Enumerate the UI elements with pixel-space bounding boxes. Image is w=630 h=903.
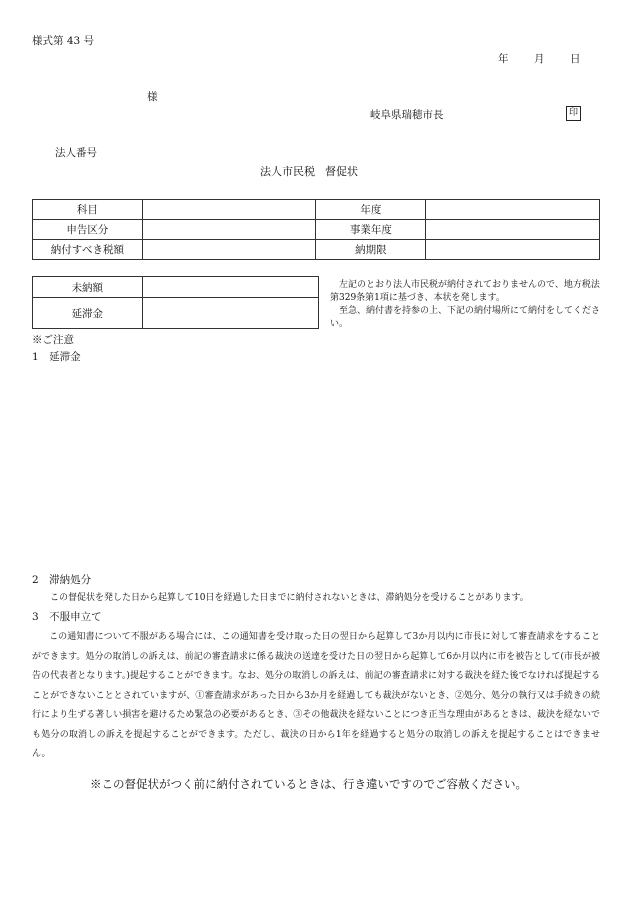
table-cell: 科目 — [33, 200, 143, 220]
date-year-label: 年 — [498, 53, 509, 65]
section-delinquency-body: この督促状を発した日から起算して10日を経過した日までに納付されないときは、滞納処分を受けることがあります。 — [50, 593, 529, 603]
table-cell: 納期限 — [316, 240, 426, 260]
table-row — [33, 200, 600, 220]
amount-table — [32, 276, 319, 329]
table-row — [33, 220, 600, 240]
footer-note: ※この督促状がつく前に納付されているときは、行き違いですのでご容赦ください。 — [90, 777, 527, 791]
notice-paragraph: 至急、納付書を持参の上、下記の納付場所にて納付をしてください。 — [330, 306, 601, 329]
date-day-label: 日 — [570, 53, 581, 65]
section-appeal-title: 3 不服申立て — [32, 611, 102, 623]
corp-number-label: 法人番号 — [55, 147, 97, 159]
issuer-name: 岐阜県瑞穂市長 — [370, 109, 444, 121]
table-cell — [426, 240, 600, 260]
table-cell — [142, 277, 318, 298]
table-cell: 納付すべき税額 — [33, 240, 143, 260]
section-late-fee-title: 1 延滞金 — [32, 351, 81, 363]
table-cell: 年度 — [316, 200, 426, 220]
table-cell — [426, 220, 600, 240]
table-cell: 申告区分 — [33, 220, 143, 240]
section-appeal-body: この通知書について不服がある場合には、この通知書を受け取った日の翌日から起算して3か月以内に市長に対して審査請求をすることができます。処分の取消しの訴えは、前記の審査請求に係る裁決の送達を受けた日の翌日から起算して6か月以内に市を被告として(市長が被告の代表者となります。)提起することができます。なお、処分の取消しの訴えは、前記の審査請求に対する裁決を経た後でなければ提起することができないこととされていますが、①審査請求があった日から3か月を経過しても裁決がないとき、②処分、処分の執行又は手続きの続行により生ずる著しい損害を避けるため緊急の必要があるとき、③その他裁決を経ないことにつき正当な理由があるときは、裁決を経ないでも処分の取消しの訴えを提起することができます。ただし、裁決の日から1年を経過すると処分の取消しの訴えを提起することはできません。 — [32, 632, 600, 759]
table-cell: 未納額 — [33, 277, 143, 298]
table-cell: 事業年度 — [316, 220, 426, 240]
addressee-suffix: 様 — [147, 91, 158, 103]
table-row — [33, 277, 319, 298]
table-cell — [142, 200, 316, 220]
seal-box: 印 — [566, 106, 581, 121]
section-delinquency-title: 2 滞納処分 — [32, 574, 92, 586]
table-cell — [142, 298, 318, 329]
form-number: 様式第 43 号 — [32, 35, 95, 47]
notice-paragraph: 左記のとおり法人市民税が納付されておりませんので、地方税法第329条第1項に基づき、本状を発します。 — [330, 280, 600, 303]
table-row — [33, 240, 600, 260]
title-part1: 法人市民税 — [260, 165, 315, 178]
table-cell — [426, 200, 600, 220]
table-cell — [142, 220, 316, 240]
caution-heading: ※ご注意 — [32, 334, 74, 346]
table-row — [33, 298, 319, 329]
notice-text — [330, 279, 600, 331]
document-title — [260, 165, 358, 178]
table-cell: 延滞金 — [33, 298, 143, 329]
title-part2: 督促状 — [325, 165, 358, 178]
date-month-label: 月 — [534, 53, 545, 65]
table-cell — [142, 240, 316, 260]
info-table — [32, 199, 600, 260]
